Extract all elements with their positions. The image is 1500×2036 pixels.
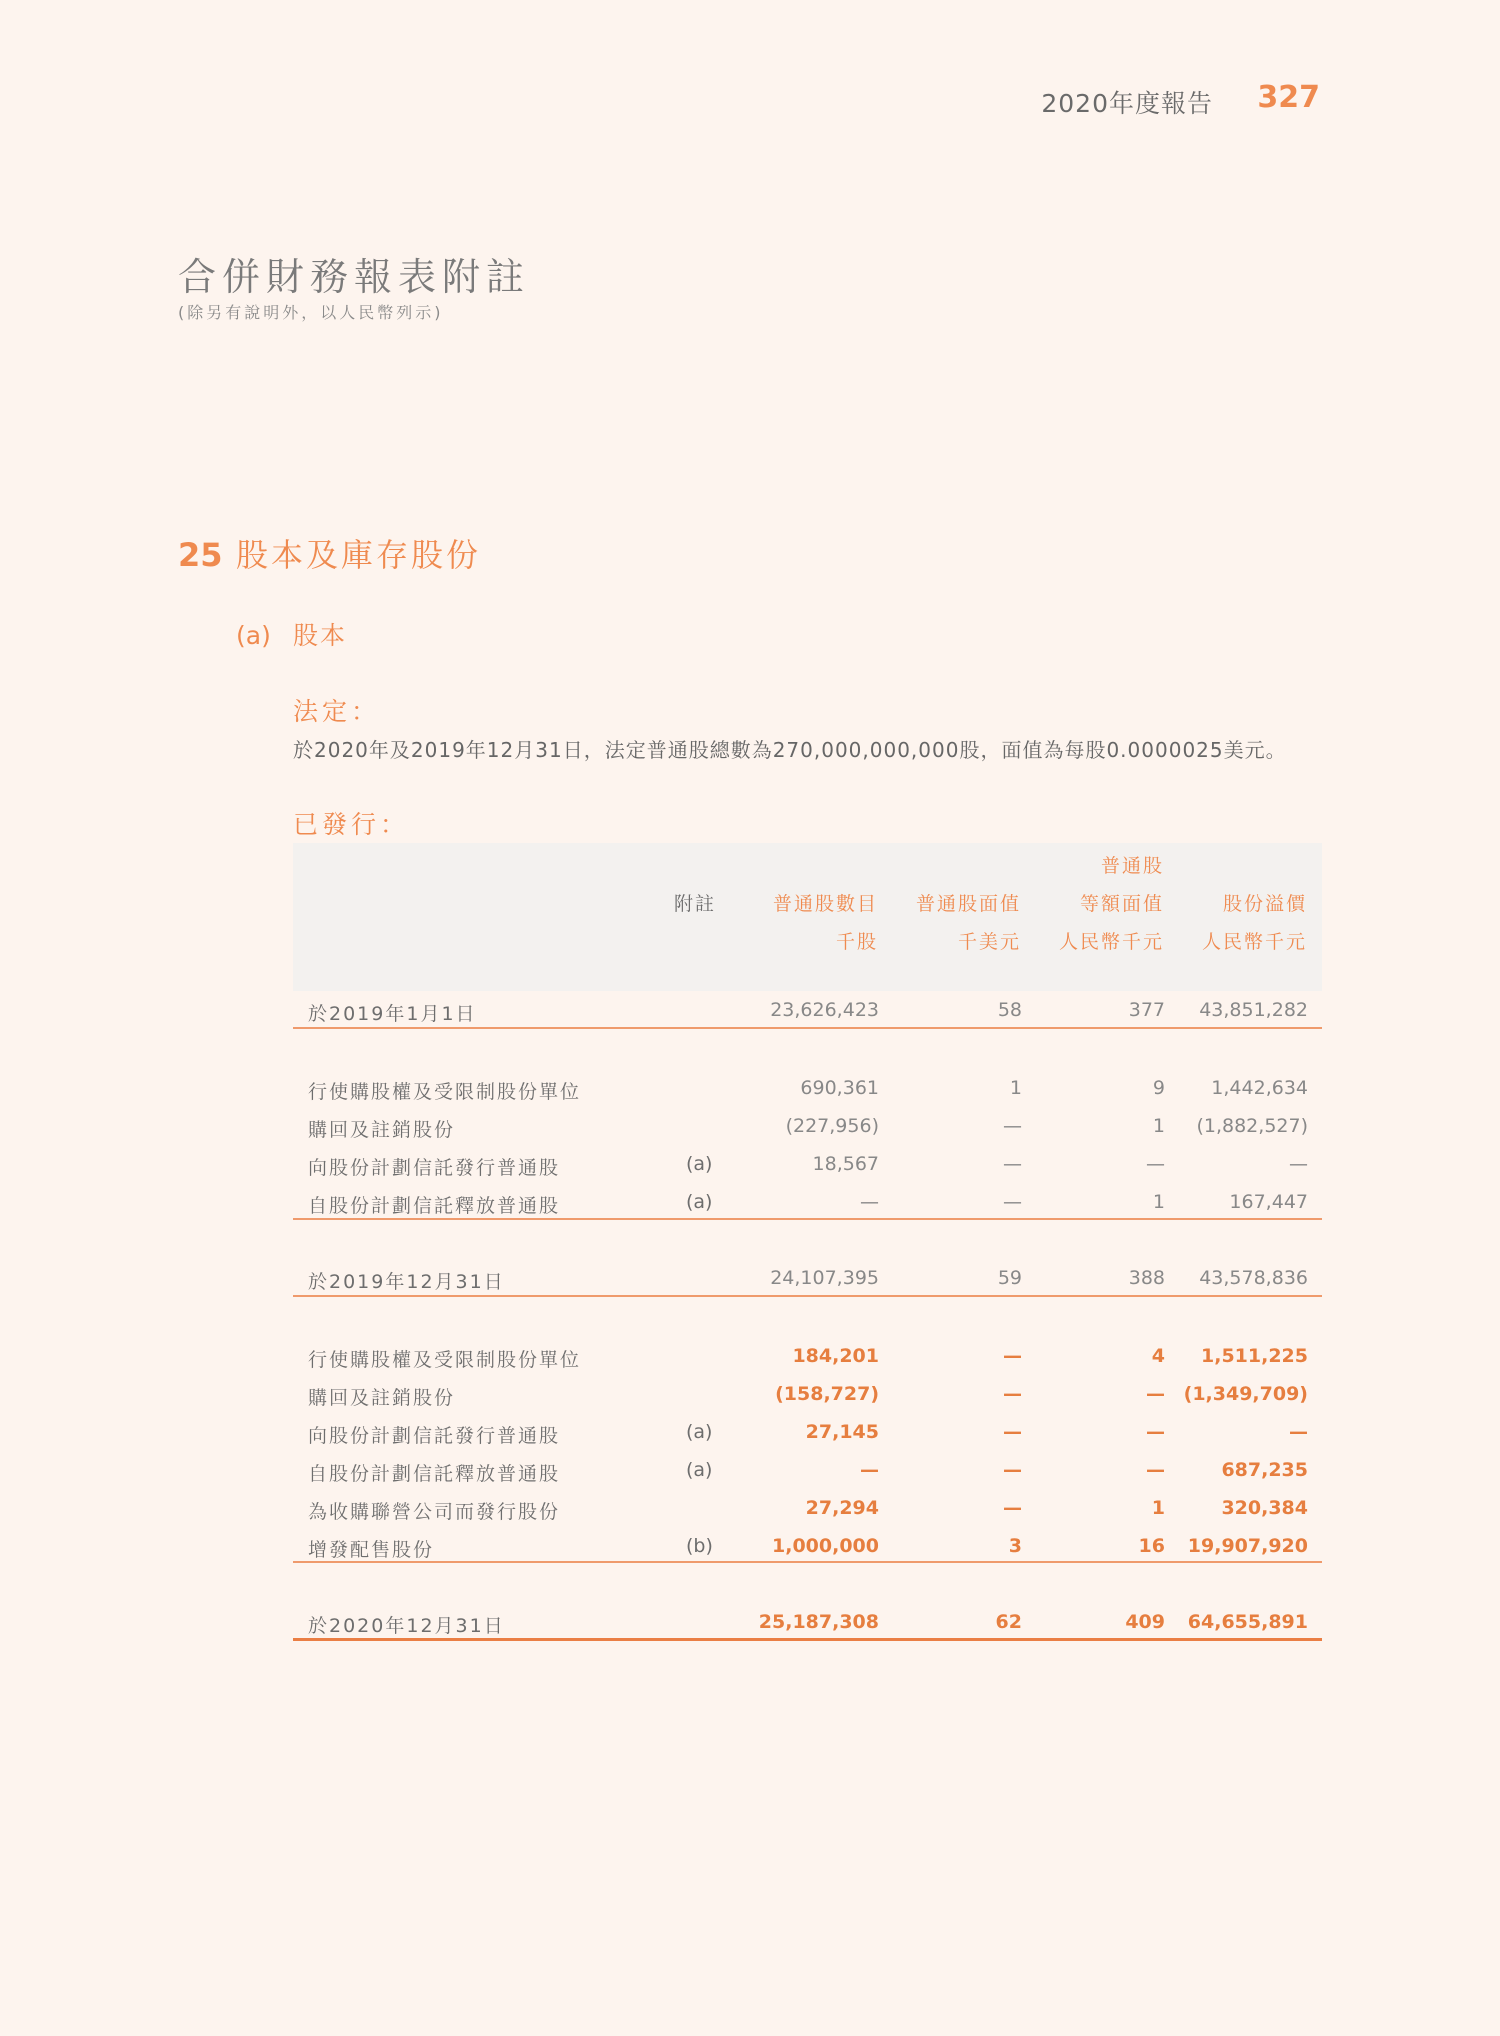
row-shares: 23,626,423 (770, 999, 879, 1021)
row-note: (b) (686, 1535, 713, 1557)
row-shares: (158,727) (775, 1383, 879, 1405)
row-shares: 25,187,308 (758, 1611, 879, 1633)
row-rmb: — (1146, 1383, 1165, 1405)
table-row (293, 1153, 1322, 1177)
table-header (293, 843, 1322, 991)
row-premium: — (1289, 1153, 1308, 1175)
row-usd: — (1003, 1421, 1022, 1443)
row-usd: — (1003, 1497, 1022, 1519)
row-usd: — (1003, 1345, 1022, 1367)
header-premium: 股份溢價 (1222, 893, 1307, 915)
header-rmb: 等額面值 (1079, 893, 1164, 915)
row-rmb: 1 (1152, 1191, 1165, 1213)
row-shares: 184,201 (792, 1345, 879, 1367)
section-title: 股本及庫存股份 (236, 536, 482, 574)
header-usd-unit: 千美元 (957, 931, 1021, 953)
row-premium: 687,235 (1221, 1459, 1308, 1481)
row-divider (293, 1561, 1322, 1563)
header-note: 附註 (673, 893, 716, 915)
row-rmb: 388 (1128, 1267, 1165, 1289)
row-usd: — (1003, 1115, 1022, 1137)
table-row (293, 1191, 1322, 1215)
row-label: 向股份計劃信託發行普通股 (308, 1425, 561, 1447)
header-rmb-top: 普通股 (1100, 855, 1164, 877)
document-title: 合併財務報表附註 (178, 255, 531, 299)
row-label: 自股份計劃信託釋放普通股 (308, 1463, 561, 1485)
authorized-text: 於2020年及2019年12月31日，法定普通股總數為270,000,000,000股，面值為每股0.0000025美元。 (293, 738, 1287, 762)
table-row (293, 1077, 1322, 1101)
row-shares: 24,107,395 (770, 1267, 879, 1289)
row-premium: (1,349,709) (1183, 1383, 1308, 1405)
table-row (293, 999, 1322, 1023)
header-premium-unit: 人民幣千元 (1201, 931, 1307, 953)
row-note: (a) (686, 1153, 713, 1175)
row-usd: 59 (997, 1267, 1022, 1289)
row-rmb: 409 (1125, 1611, 1165, 1633)
row-usd: 62 (995, 1611, 1022, 1633)
table-bottom-rule (293, 1638, 1322, 1641)
row-premium: 1,442,634 (1211, 1077, 1308, 1099)
row-premium: 43,851,282 (1199, 999, 1308, 1021)
row-shares: (227,956) (785, 1115, 879, 1137)
row-rmb: 1 (1151, 1497, 1165, 1519)
row-rmb: 9 (1152, 1077, 1165, 1099)
row-premium: (1,882,527) (1196, 1115, 1308, 1137)
row-rmb: 1 (1152, 1115, 1165, 1137)
subsection-title: 股本 (293, 621, 348, 650)
row-divider (293, 1218, 1322, 1220)
row-label: 行使購股權及受限制股份單位 (308, 1081, 582, 1103)
row-note: (a) (686, 1421, 713, 1443)
row-shares: — (860, 1459, 879, 1481)
row-shares: 1,000,000 (772, 1535, 879, 1557)
table-row (293, 1267, 1322, 1291)
row-shares: 18,567 (812, 1153, 879, 1175)
row-usd: 58 (997, 999, 1022, 1021)
row-label: 自股份計劃信託釋放普通股 (308, 1195, 561, 1217)
row-rmb: — (1146, 1421, 1165, 1443)
row-label: 購回及註銷股份 (308, 1119, 456, 1141)
row-shares: — (860, 1191, 879, 1213)
row-premium: 19,907,920 (1187, 1535, 1308, 1557)
table-row (293, 1497, 1322, 1521)
row-usd: — (1003, 1153, 1022, 1175)
header-rmb-unit: 人民幣千元 (1058, 931, 1164, 953)
table-row (293, 1421, 1322, 1445)
row-usd: 1 (1009, 1077, 1022, 1099)
table-row (293, 1611, 1322, 1635)
table-row (293, 1535, 1322, 1559)
row-usd: — (1003, 1191, 1022, 1213)
row-premium: 167,447 (1229, 1191, 1308, 1213)
row-label: 向股份計劃信託發行普通股 (308, 1157, 561, 1179)
row-divider (293, 1027, 1322, 1029)
table-row (293, 1345, 1322, 1369)
row-shares: 27,145 (805, 1421, 879, 1443)
subsection-label: (a) (236, 621, 271, 650)
row-usd: 3 (1008, 1535, 1022, 1557)
row-label: 購回及註銷股份 (308, 1387, 456, 1409)
subsection-heading (236, 616, 347, 652)
page-number: 327 (1257, 80, 1320, 115)
header-shares-unit: 千股 (835, 931, 878, 953)
row-label: 於2019年12月31日 (308, 1271, 505, 1293)
table-row (293, 1459, 1322, 1483)
section-number: 25 (178, 536, 223, 574)
row-label: 於2019年1月1日 (308, 1003, 477, 1025)
row-rmb: 377 (1128, 999, 1165, 1021)
row-label: 為收購聯營公司而發行股份 (308, 1501, 561, 1523)
row-label: 增發配售股份 (308, 1539, 435, 1561)
row-premium: 320,384 (1221, 1497, 1308, 1519)
table-row (293, 1383, 1322, 1407)
issued-heading: 已發行： (293, 810, 410, 839)
row-shares: 690,361 (800, 1077, 879, 1099)
authorized-heading: 法定： (293, 697, 381, 726)
row-label: 於2020年12月31日 (308, 1615, 505, 1637)
row-usd: — (1003, 1383, 1022, 1405)
report-title: 2020年度報告 (1041, 89, 1213, 118)
document-subtitle: (除另有說明外，以人民幣列示) (178, 303, 444, 322)
row-premium: 64,655,891 (1187, 1611, 1308, 1633)
row-premium: 1,511,225 (1201, 1345, 1308, 1367)
header-shares: 普通股數目 (772, 893, 878, 915)
header-usd: 普通股面值 (915, 893, 1021, 915)
row-divider (293, 1295, 1322, 1297)
row-rmb: 16 (1138, 1535, 1165, 1557)
row-rmb: 4 (1151, 1345, 1165, 1367)
row-rmb: — (1146, 1459, 1165, 1481)
row-rmb: — (1146, 1153, 1165, 1175)
row-shares: 27,294 (805, 1497, 879, 1519)
row-premium: — (1289, 1421, 1308, 1443)
row-note: (a) (686, 1191, 713, 1213)
row-label: 行使購股權及受限制股份單位 (308, 1349, 582, 1371)
row-usd: — (1003, 1459, 1022, 1481)
section-heading (178, 530, 481, 576)
table-row (293, 1115, 1322, 1139)
row-note: (a) (686, 1459, 713, 1481)
row-premium: 43,578,836 (1199, 1267, 1308, 1289)
